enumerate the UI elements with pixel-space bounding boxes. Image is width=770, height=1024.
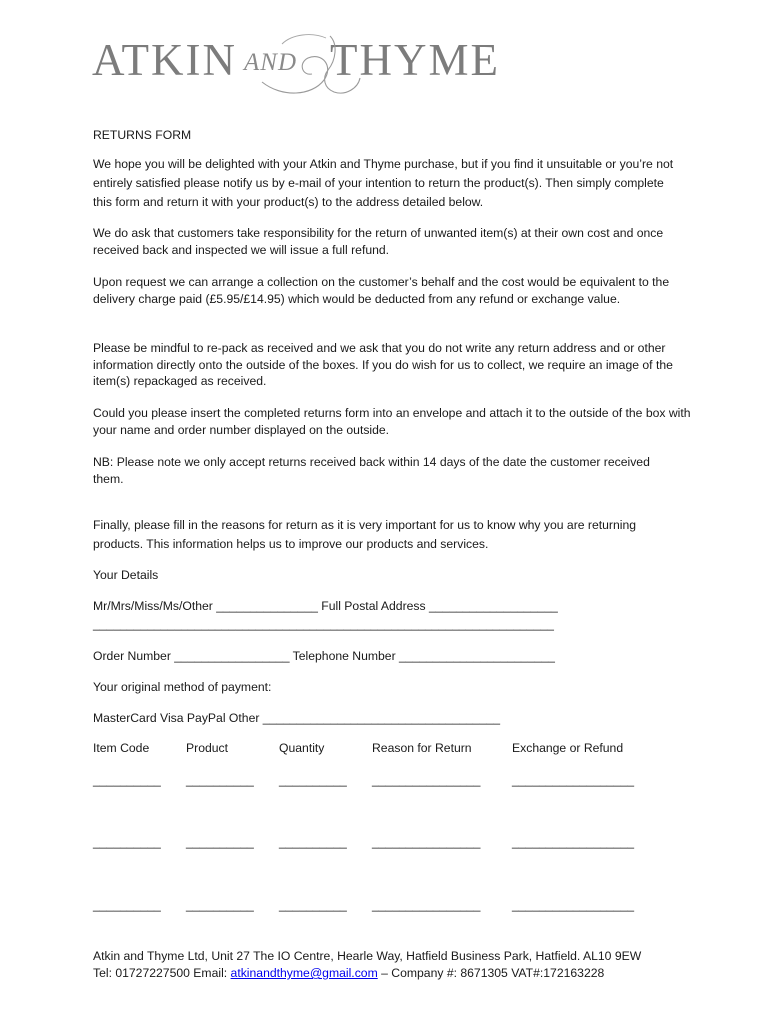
footer-telephone: Tel: 01727227500 Email:	[93, 966, 231, 980]
logo-word-and: AND	[244, 49, 297, 76]
header-quantity: Quantity	[279, 741, 325, 755]
quantity-blank[interactable]: __________	[279, 898, 347, 912]
reasons-paragraph: Finally, please fill in the reasons for return as it is very important for us to know why you are returning products. This information helps us to improve our products and services.	[93, 518, 637, 551]
reason-blank[interactable]: ________________	[372, 898, 481, 912]
footer-company-info: – Company #: 8671305 VAT#:172163228	[377, 966, 605, 980]
payment-options-field[interactable]: MasterCard Visa PayPal Other ___________________________________	[93, 711, 501, 725]
collection-paragraph: Upon request we can arrange a collection on the customer’s behalf and the cost would be equivalent to the delivery charge paid (£5.95/£14.95) which would be deducted from any refund or exchange value.	[93, 275, 670, 306]
name-address-field[interactable]: Mr/Mrs/Miss/Ms/Other _______________ Full Postal Address ___________________	[93, 599, 558, 613]
item-code-blank[interactable]: __________	[93, 898, 161, 912]
repack-paragraph: Please be mindful to re-pack as received and we ask that you do not write any return address and or other information directly onto the outside of the boxes. If you do wish for us to collect, we require an image of the item(s) repackaged as received.	[93, 341, 673, 388]
logo-word-left: ATKIN	[92, 35, 237, 85]
product-blank[interactable]: __________	[186, 898, 254, 912]
header-product: Product	[186, 741, 229, 755]
product-blank[interactable]: __________	[186, 773, 254, 787]
payment-method-label: Your original method of payment:	[93, 680, 272, 694]
header-exchange-refund: Exchange or Refund	[512, 741, 624, 755]
footer-contact	[93, 965, 604, 982]
intro-paragraph: We hope you will be delighted with your Atkin and Thyme purchase, but if you find it unsuitable or you’re not entirely satisfied please notify us by e-mail of your intention to return the product(s). Then simply complete this form and return it with your product(s) to the address detailed below.	[93, 157, 674, 209]
form-title: RETURNS FORM	[93, 128, 192, 142]
exchange-refund-blank[interactable]: __________________	[512, 898, 635, 912]
exchange-refund-blank[interactable]: __________________	[512, 835, 635, 849]
reason-blank[interactable]: ________________	[372, 835, 481, 849]
responsibility-paragraph: We do ask that customers take responsibility for the return of unwanted item(s) at their own cost and once received back and inspected we will issue a full refund.	[93, 226, 664, 257]
order-telephone-field[interactable]: Order Number _________________ Telephone Number _______________________	[93, 649, 555, 663]
footer-email-link[interactable]: atkinandthyme@gmail.com	[230, 966, 378, 980]
address-line-field[interactable]: ____________________________________________________________________	[93, 617, 554, 631]
logo-word-right: THYME	[330, 35, 500, 85]
item-code-blank[interactable]: __________	[93, 835, 161, 849]
brand-logo	[92, 30, 500, 100]
exchange-refund-blank[interactable]: __________________	[512, 773, 635, 787]
logo-swirl-icon	[242, 30, 372, 100]
header-reason: Reason for Return	[372, 741, 472, 755]
header-item-code: Item Code	[93, 741, 150, 755]
item-code-blank[interactable]: __________	[93, 773, 161, 787]
product-blank[interactable]: __________	[186, 835, 254, 849]
footer-address: Atkin and Thyme Ltd, Unit 27 The IO Centre, Hearle Way, Hatfield Business Park, Hatfield. AL10 9EW	[93, 949, 642, 963]
your-details-heading: Your Details	[93, 568, 159, 582]
nb-paragraph: NB: Please note we only accept returns received back within 14 days of the date the customer received them.	[93, 455, 650, 486]
quantity-blank[interactable]: __________	[279, 835, 347, 849]
quantity-blank[interactable]: __________	[279, 773, 347, 787]
envelope-paragraph: Could you please insert the completed returns form into an envelope and attach it to the outside of the box with your name and order number displayed on the outside.	[93, 406, 691, 437]
reason-blank[interactable]: ________________	[372, 773, 481, 787]
